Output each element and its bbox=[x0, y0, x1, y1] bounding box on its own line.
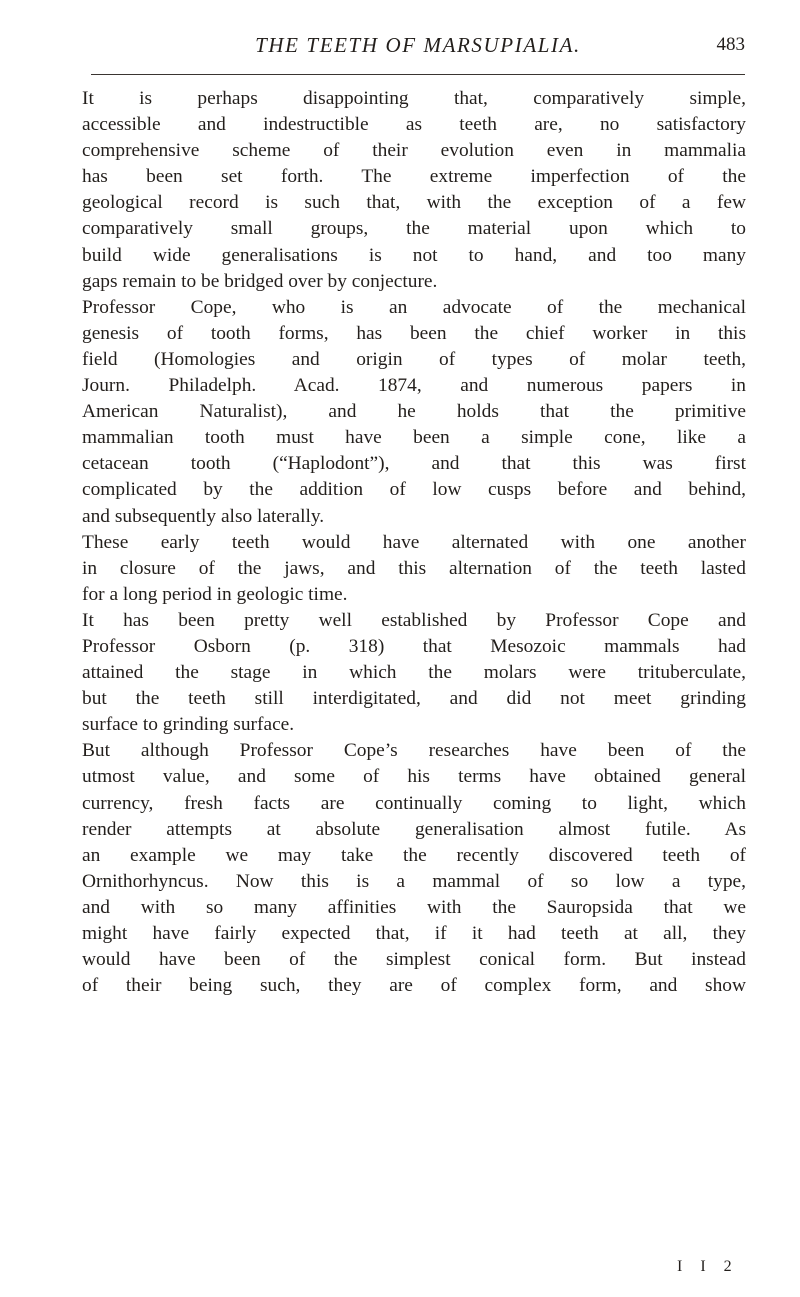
text-line: gaps remain to be bridged over by conjecture. bbox=[82, 270, 438, 292]
text-line: build wide generalisations is not to hand, and too many bbox=[82, 244, 746, 266]
text-line: but the teeth still interdigitated, and did not meet grinding bbox=[82, 688, 746, 710]
text-line: cetacean tooth (“Haplodont”), and that this was first bbox=[82, 453, 746, 475]
text-line: These early teeth would have alternated with one another bbox=[82, 531, 746, 553]
text-line: an example we may take the recently discovered teeth of bbox=[82, 844, 746, 866]
text-line: for a long period in geologic time. bbox=[82, 583, 348, 605]
text-line: might have fairly expected that, if it had teeth at all, they bbox=[82, 923, 746, 944]
text-line: Professor Cope, who is an advocate of the mechanical bbox=[82, 296, 746, 318]
text-line: complicated by the addition of low cusps before and behind, bbox=[82, 479, 746, 501]
signature-mark: I I 2 bbox=[677, 1258, 739, 1275]
text-line: attained the stage in which the molars were trituberculate, bbox=[82, 662, 746, 684]
header-rule bbox=[91, 74, 745, 75]
text-line: mammalian tooth must have been a simple cone, like a bbox=[82, 427, 746, 449]
text-line: It has been pretty well established by Professor Cope and bbox=[82, 609, 746, 631]
page-number: 483 bbox=[716, 34, 745, 55]
text-line: Professor Osborn (p. 318) that Mesozoic mammals had bbox=[82, 635, 746, 657]
body-text bbox=[82, 86, 746, 999]
text-line: of their being such, they are of complex form, and show bbox=[82, 975, 746, 997]
text-line: geological record is such that, with the exception of a few bbox=[82, 192, 746, 214]
text-line: utmost value, and some of his terms have obtained general bbox=[82, 766, 746, 788]
text-line: surface to grinding surface. bbox=[82, 714, 295, 736]
text-line: render attempts at absolute generalisation almost futile. As bbox=[82, 818, 746, 840]
text-line: and with so many affinities with the Sauropsida that we bbox=[82, 896, 746, 918]
running-title: THE TEETH OF MARSUPIALIA. bbox=[255, 33, 581, 57]
text-line: comprehensive scheme of their evolution even in mammalia bbox=[82, 140, 746, 162]
text-line: currency, fresh facts are continually coming to light, which bbox=[82, 792, 746, 814]
text-line: has been set forth. The extreme imperfection of the bbox=[82, 166, 746, 188]
text-line: American Naturalist), and he holds that the primitive bbox=[82, 401, 746, 423]
text-line: in closure of the jaws, and this alternation of the teeth lasted bbox=[82, 557, 746, 579]
text-line: field (Homologies and origin of types of molar teeth, bbox=[82, 348, 746, 370]
text-line: comparatively small groups, the material upon which to bbox=[82, 218, 746, 240]
running-head bbox=[91, 30, 745, 60]
text-line: But although Professor Cope’s researches have been of the bbox=[82, 740, 746, 762]
text-line: genesis of tooth forms, has been the chief worker in this bbox=[82, 322, 746, 344]
text-line: would have been of the simplest conical form. But instead bbox=[82, 949, 746, 971]
text-line: and subsequently also laterally. bbox=[82, 505, 325, 527]
text-line: Ornithorhyncus. Now this is a mammal of so low a type, bbox=[82, 870, 746, 892]
text-line: accessible and indestructible as teeth are, no satisfactory bbox=[82, 114, 746, 136]
text-line: Journ. Philadelph. Acad. 1874, and numerous papers in bbox=[82, 375, 746, 397]
text-line: It is perhaps disappointing that, comparatively simple, bbox=[82, 88, 746, 109]
